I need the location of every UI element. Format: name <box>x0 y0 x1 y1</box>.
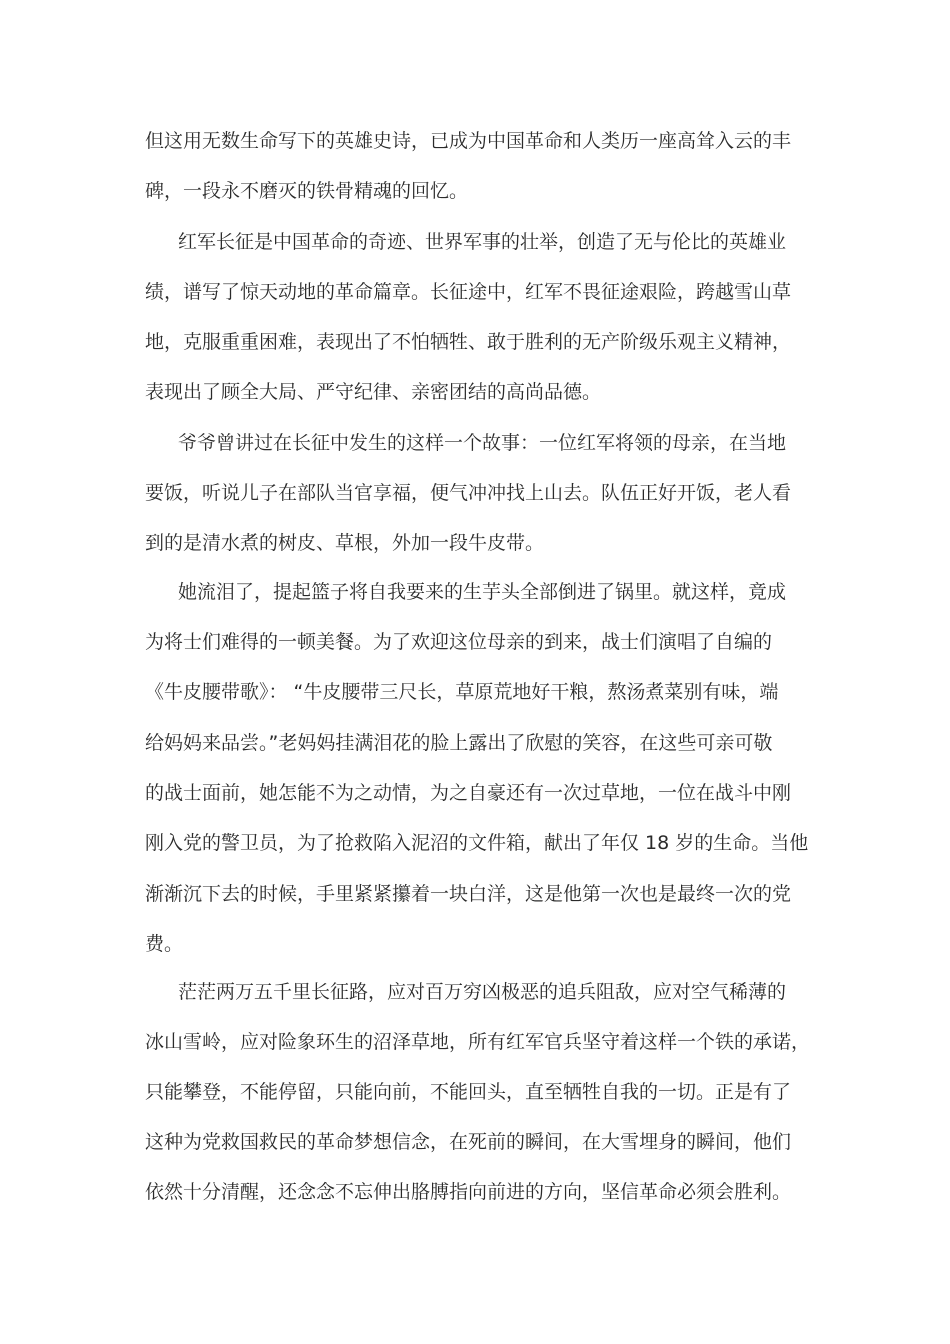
text-line: 渐渐沉下去的时候，手里紧紧攥着一块白洋，这是他第一次也是最终一次的党 <box>145 883 792 905</box>
text-line: 这种为党救国救民的革命梦想信念，在死前的瞬间，在大雪埋身的瞬间，他们 <box>145 1131 792 1153</box>
text-line: 刚入党的警卫员，为了抢救陷入泥沼的文件箱，献出了年仅 18 岁的生命。当他 <box>145 832 809 854</box>
text-line: 地，克服重重困难，表现出了不怕牺牲、敢于胜利的无产阶级乐观主义精神， <box>145 331 792 353</box>
text-line: 给妈妈来品尝。”老妈妈挂满泪花的脸上露出了欣慰的笑容，在这些可亲可敬 <box>145 732 773 754</box>
text-line: 她流泪了，提起篮子将自我要来的生芋头全部倒进了锅里。就这样，竟成 <box>178 581 787 603</box>
text-line: 冰山雪岭，应对险象环生的沼泽草地，所有红军官兵坚守着这样一个铁的承诺， <box>145 1031 811 1053</box>
text-line: 的战士面前，她怎能不为之动情，为之自豪还有一次过草地，一位在战斗中刚 <box>145 782 792 804</box>
text-line: 费。 <box>145 933 184 955</box>
text-line: 但这用无数生命写下的英雄史诗，已成为中国革命和人类历一座高耸入云的丰 <box>145 130 792 152</box>
text-line: 只能攀登，不能停留，只能向前，不能回头，直至牺牲自我的一切。正是有了 <box>145 1081 792 1103</box>
text-line: 到的是清水煮的树皮、草根，外加一段牛皮带。 <box>145 532 545 554</box>
text-line: 为将士们难得的一顿美餐。为了欢迎这位母亲的到来，战士们演唱了自编的 <box>145 631 773 653</box>
text-line: 茫茫两万五千里长征路，应对百万穷凶极恶的追兵阻敌，应对空气稀薄的 <box>178 981 787 1003</box>
text-line: 绩，谱写了惊天动地的革命篇章。长征途中，红军不畏征途艰险，跨越雪山草 <box>145 281 792 303</box>
text-line: 依然十分清醒，还念念不忘伸出胳膊指向前进的方向，坚信革命必须会胜利。 <box>145 1181 792 1203</box>
text-line: 爷爷曾讲过在长征中发生的这样一个故事：一位红军将领的母亲，在当地 <box>178 432 787 454</box>
text-line: 要饭，听说儿子在部队当官享福，便气冲冲找上山去。队伍正好开饭，老人看 <box>145 482 792 504</box>
text-line: 《牛皮腰带歌》： “牛皮腰带三尺长，草原荒地好干粮，熬汤煮菜别有味，端 <box>145 681 779 703</box>
text-line: 表现出了顾全大局、严守纪律、亲密团结的高尚品德。 <box>145 381 602 403</box>
text-line: 红军长征是中国革命的奇迹、世界军事的壮举，创造了无与伦比的英雄业 <box>178 231 787 253</box>
text-line: 碑，一段永不磨灭的铁骨精魂的回忆。 <box>145 180 469 202</box>
